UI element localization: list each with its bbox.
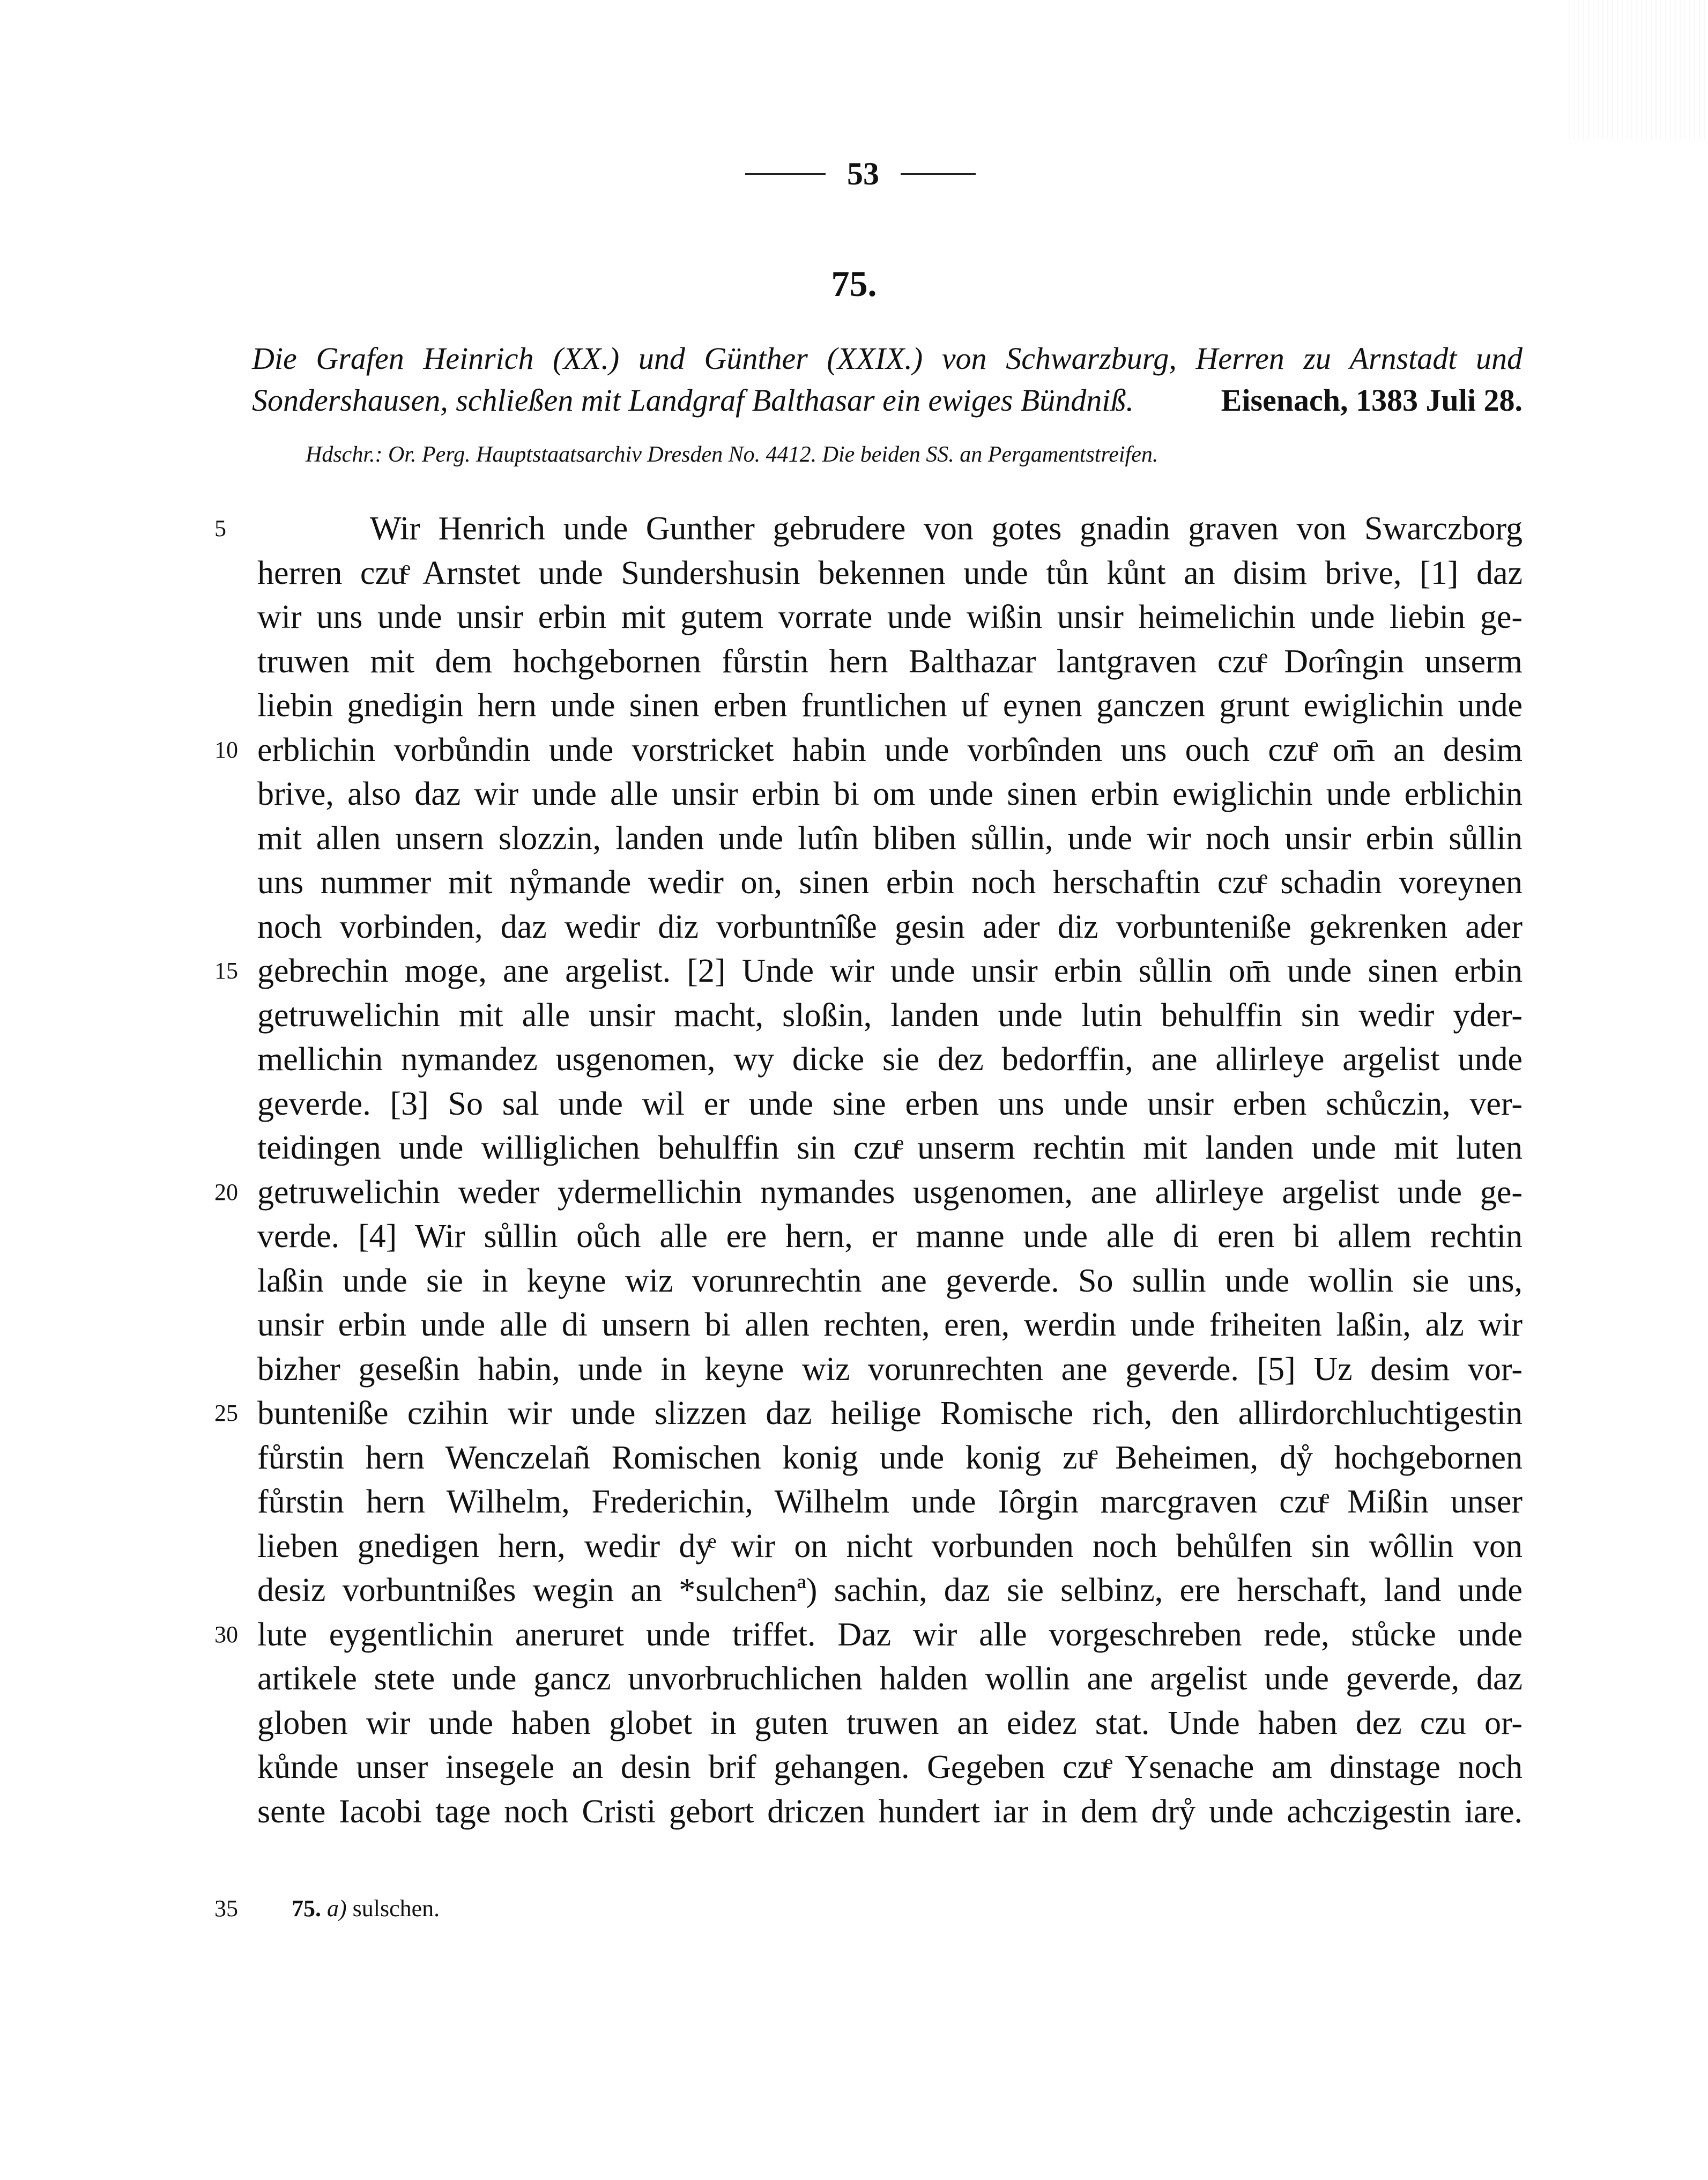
text-line: desiz vorbuntnißes wegin an *sulchenª) sachin, daz sie selbinz, ere herschaft, land unde (257, 1572, 1523, 1608)
footnote-line-number: 35 (214, 1895, 238, 1922)
document-number: 75. (831, 263, 877, 304)
place-date: Eisenach, 1383 Juli 28. (1221, 383, 1523, 418)
text-line: mit allen unsern slozzin, landen unde lutîn bliben sůllin, unde wir noch unsir erbin sůllin (257, 820, 1523, 857)
text-line: sente Iacobi tage noch Cristi gebort driczen hundert iar in dem drẙ unde achczigestin iare. (257, 1793, 1523, 1830)
text-line: geverde. [3] So sal unde wil er unde sine erben uns unde unsir erben schůczin, ver- (257, 1085, 1523, 1122)
page-header (745, 155, 976, 192)
text-line: lieben gnedigen hern, wedir dyͤ wir on nicht vorbunden noch behůlfen sin wôllin von (257, 1528, 1523, 1564)
text-line: artikele stete unde gancz unvorbruchlichen halden wollin ane argelist unde geverde, daz (257, 1660, 1523, 1697)
text-line: teidingen unde williglichen behulffin sin czuͤ unserm rechtin mit landen unde mit luten (257, 1130, 1523, 1166)
text-line: verde. [4] Wir sůllin oůch alle ere hern, er manne unde alle di eren bi allem rechtin (257, 1218, 1523, 1255)
regest-text: Die Grafen Heinrich (XX.) und Günther (XXIX.) von Schwarzburg, Herren zu Arnstadt und Sondershausen, schließen mit Landgraf Balthasar ein ewiges Bündniß. (252, 341, 1523, 418)
text-line: bizher geseßin habin, unde in keyne wiz vorunrechten ane geverde. [5] Uz desim vor- (257, 1351, 1523, 1388)
footnote-text: sulschen. (352, 1895, 440, 1922)
text-line: globen wir unde haben globet in guten truwen an eidez stat. Unde haben dez czu or- (257, 1704, 1523, 1741)
text-line: bunteniße czihin wir unde slizzen daz heilige Romische rich, den allirdorchluchtigestin (257, 1395, 1523, 1432)
regest (252, 338, 1523, 421)
line-number: 25 (214, 1400, 238, 1426)
text-line: unsir erbin unde alle di unsern bi allen rechten, eren, werdin unde friheiten laßin, alz wir (257, 1307, 1523, 1343)
line-number: 15 (214, 958, 238, 984)
text-line: noch vorbinden, daz wedir diz vorbuntnîße gesin ader diz vorbunteniße gekrenken ader (257, 908, 1523, 945)
line-number: 20 (214, 1178, 238, 1205)
text-line: erblichin vorbůndin unde vorstricket habin unde vorbînden uns ouch czuͤ om̄ an desim (257, 731, 1523, 768)
text-line: lute eygentlichin aneruret unde triffet. Daz wir alle vorgeschreben rede, stůcke unde (257, 1616, 1523, 1653)
text-line: fůrstin hern Wilhelm, Frederichin, Wilhelm unde Iôrgin marcgraven czuͤ Mißin unser (257, 1484, 1523, 1520)
text-line: mellichin nymandez usgenomen, wy dicke sie dez bedorffin, ane allirleye argelist unde (257, 1041, 1523, 1078)
text-line: uns nummer mit nẙmande wedir on, sinen erbin noch herschaftin czuͤ schadin voreynen (257, 864, 1523, 901)
text-line: getruwelichin weder ydermellichin nymandes usgenomen, ane allirleye argelist unde ge- (257, 1174, 1523, 1211)
text-line: kůnde unser insegele an desin brif gehangen. Gegeben czuͤ Ysenache am dinstage noch (257, 1749, 1523, 1785)
line-number: 5 (214, 515, 226, 542)
text-line: liebin gnedigin hern unde sinen erben fruntlichen uf eynen ganczen grunt ewiglichin unde (257, 687, 1523, 724)
header-rule-left (745, 173, 826, 175)
text-line: getruwelichin mit alle unsir macht, sloßin, landen unde lutin behulffin sin wedir yder- (257, 997, 1523, 1034)
source-note: Hdschr.: Or. Perg. Hauptstaatsarchiv Dresden No. 4412. Die beiden SS. an Pergamentstreifen. (306, 442, 1159, 467)
text-line: fůrstin hern Wenczelañ Romischen konig unde konig zuͤ Beheimen, dẙ hochgebornen (257, 1439, 1523, 1476)
line-number: 10 (214, 736, 238, 763)
text-line: Wir Henrich unde Gunther gebrudere von gotes gnadin graven von Swarczborg (370, 510, 1523, 547)
text-line: brive, also daz wir unde alle unsir erbin bi om unde sinen erbin ewiglichin unde erblichin (257, 776, 1523, 812)
footnote-mark: a) (327, 1895, 347, 1922)
text-line: herren czuͤ Arnstet unde Sundershusin bekennen unde tůn kůnt an disim brive, [1] daz (257, 554, 1523, 591)
text-line: truwen mit dem hochgebornen fůrstin hern Balthazar lantgraven czuͤ Dorîngin unserm (257, 643, 1523, 680)
text-line: gebrechin moge, ane argelist. [2] Unde wir unde unsir erbin sůllin om̄ unde sinen erbin (257, 953, 1523, 989)
scan-edge-artifact (1569, 0, 1708, 139)
page-number: 53 (847, 156, 879, 191)
text-line: wir uns unde unsir erbin mit gutem vorrate unde wißin unsir heimelichin unde liebin ge- (257, 599, 1523, 635)
footnote (214, 1893, 440, 1925)
text-line: laßin unde sie in keyne wiz vorunrechtin ane geverde. So sullin unde wollin sie uns, (257, 1262, 1523, 1299)
header-rule-right (901, 173, 976, 175)
footnote-ref: 75. (292, 1895, 321, 1922)
line-number: 30 (214, 1621, 238, 1648)
